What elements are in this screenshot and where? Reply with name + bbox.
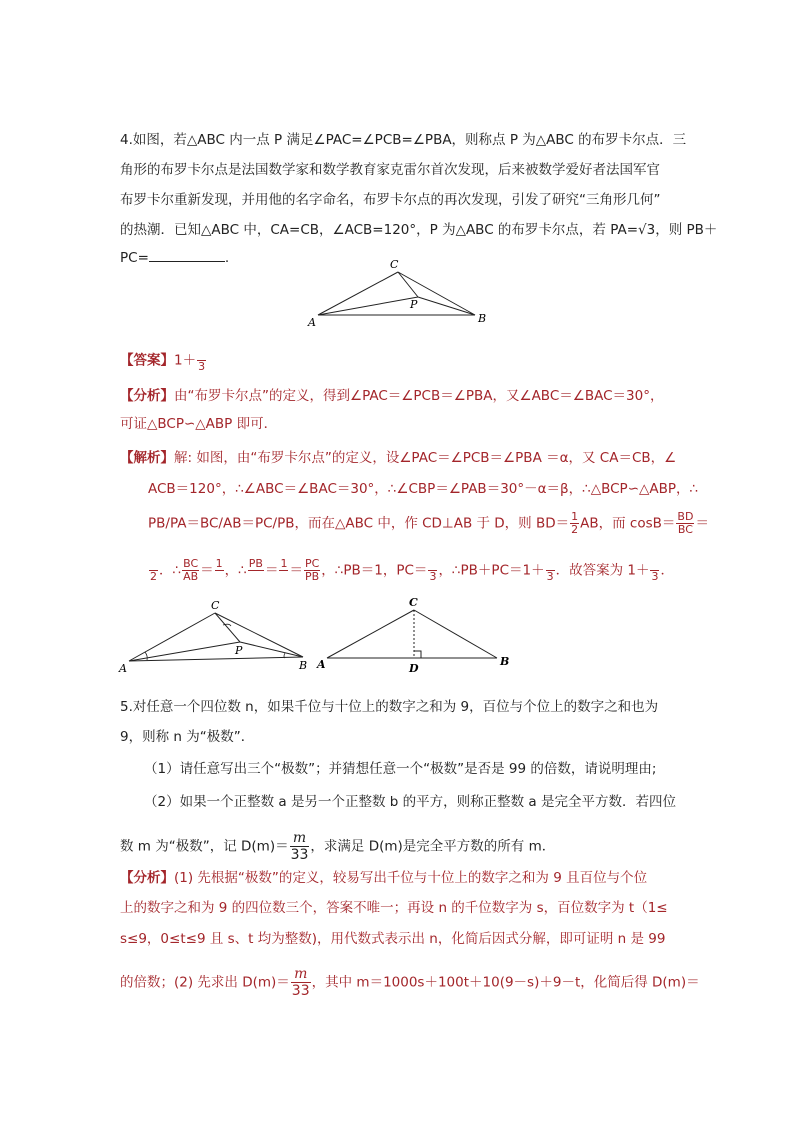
- analysis-tag: 【分析】: [120, 388, 174, 404]
- analysis5-line2: 上的数字之和为 9 的四位数三个，答案不唯一；再设 n 的千位数字为 s，百位数字为 t（1≤: [120, 900, 668, 916]
- problem5-part1: （1）请任意写出三个“极数”；并猜想任意一个“极数”是否是 99 的倍数，请说明理由;: [144, 761, 657, 777]
- problem5-part2-line2: 数 m 为“极数”，记 D(m)＝ $\frac{m}{33}$ ，求满足 D(m)是完全平方数的所有 m．: [120, 830, 556, 863]
- svg-text:C: C: [211, 599, 220, 612]
- label-P: P: [410, 298, 418, 311]
- angle-arc-A: [145, 652, 147, 660]
- problem5-part2-line1: （2）如果一个正整数 a 是另一个正整数 b 的平方，则称正整数 a 是完全平方数．若四位: [144, 794, 676, 810]
- solution4-line1: 【解析】解: 如图，由“布罗卡尔点”的定义，设∠PAC＝∠PCB＝∠PBA ＝α，又 CA＝CB，∠: [120, 450, 677, 466]
- svg-text:C: C: [409, 596, 418, 609]
- label-A: A: [308, 316, 316, 329]
- segment-AP: [318, 297, 418, 315]
- svg-text:A: A: [317, 658, 326, 671]
- angle-arc-C: [223, 624, 231, 626]
- segment-CP: [398, 272, 418, 297]
- triangle-figure-2: [115, 595, 320, 675]
- label-C: C: [390, 258, 399, 271]
- triangle-figure-3: [315, 592, 525, 677]
- analysis4-line1: 【分析】由“布罗卡尔点”的定义，得到∠PAC＝∠PCB＝∠PBA，又∠ABC＝∠BAC＝30°，: [120, 388, 664, 404]
- problem4-line2: 角形的布罗卡尔点是法国数学家和数学教育家克雷尔首次发现，后来被数学爱好者法国军官: [120, 162, 660, 178]
- svg-text:B: B: [500, 655, 510, 668]
- answer4: [120, 348, 207, 373]
- answer-text: 1＋: [174, 352, 197, 369]
- problem5-line2: 9，则称 n 为“极数”．: [120, 729, 255, 745]
- label-B: B: [478, 312, 487, 325]
- problem4-line5a: PC=: [120, 250, 149, 266]
- answer-tag: 【答案】: [120, 352, 174, 369]
- triangle-figure-1: [300, 255, 500, 335]
- svg-text:A: A: [119, 662, 127, 675]
- solution4-line4: 2 ．∴ $\frac{BC}{AB}$ ＝ 1 ，∴ PB ＝ 1 ＝ $\frac{PC}{PB}$ ，∴PB＝1，PC＝ 3 ，∴PB＋PC＝1＋ 3 ．故答案为 1＋ 3 ．: [150, 557, 674, 583]
- right-angle-mark: [414, 651, 421, 658]
- problem4-line5: [120, 248, 229, 268]
- segment-AC: [318, 272, 398, 315]
- answer-fraction: 3: [197, 348, 206, 373]
- analysis5-line4: 的倍数；(2) 先求出 D(m)＝ $\frac{m}{33}$ ，其中 m＝1000s＋100t＋10(9－s)＋9－t，化简后得 D(m)＝: [120, 966, 700, 999]
- problem5-line1: 5.对任意一个四位数 n，如果千位与十位上的数字之和为 9，百位与个位上的数字之和也为: [120, 699, 659, 715]
- svg-text:B: B: [299, 659, 308, 672]
- answer-blank: [149, 248, 225, 262]
- problem4-line5b: .: [224, 250, 230, 266]
- solution-tag: 【解析】: [120, 450, 174, 466]
- analysis5-line1: 【分析】(1) 先根据“极数”的定义，较易写出千位与十位上的数字之和为 9 且百位与个位: [120, 870, 648, 886]
- solution4-line3: PB/PA＝BC/AB＝PC/PB，而在△ABC 中，作 CD⊥AB 于 D，则 BD＝ $\frac{1}{2}$ AB，而 cosB＝ $\frac{BD}{BC}$ ＝: [148, 510, 709, 536]
- problem4-line3: 布罗卡尔重新发现，并用他的名字命名，布罗卡尔点的再次发现，引发了研究“三角形几何”: [120, 192, 661, 208]
- problem4-line1: 4.如图，若△ABC 内一点 P 满足∠PAC=∠PCB=∠PBA，则称点 P 为△ABC 的布罗卡尔点．三: [120, 132, 687, 148]
- problem4-line4: 的热潮．已知△ABC 中，CA=CB，∠ACB=120°，P 为△ABC 的布罗卡尔点，若 PA=√3，则 PB＋: [120, 222, 718, 238]
- analysis4-line2: 可证△BCP∽△ABP 即可．: [120, 416, 278, 432]
- svg-text:P: P: [235, 644, 243, 657]
- solution4-line2: ACB＝120°，∴∠ABC＝∠BAC＝30°，∴∠CBP＝∠PAB＝30°－α＝β，∴△BCP∽△ABP，∴: [148, 481, 699, 497]
- svg-text:D: D: [409, 662, 419, 675]
- analysis5-line3: s≤9，0≤t≤9 且 s、t 均为整数)，用代数式表示出 n，化简后因式分解，即可证明 n 是 99: [120, 931, 666, 947]
- segment-PB: [418, 297, 475, 315]
